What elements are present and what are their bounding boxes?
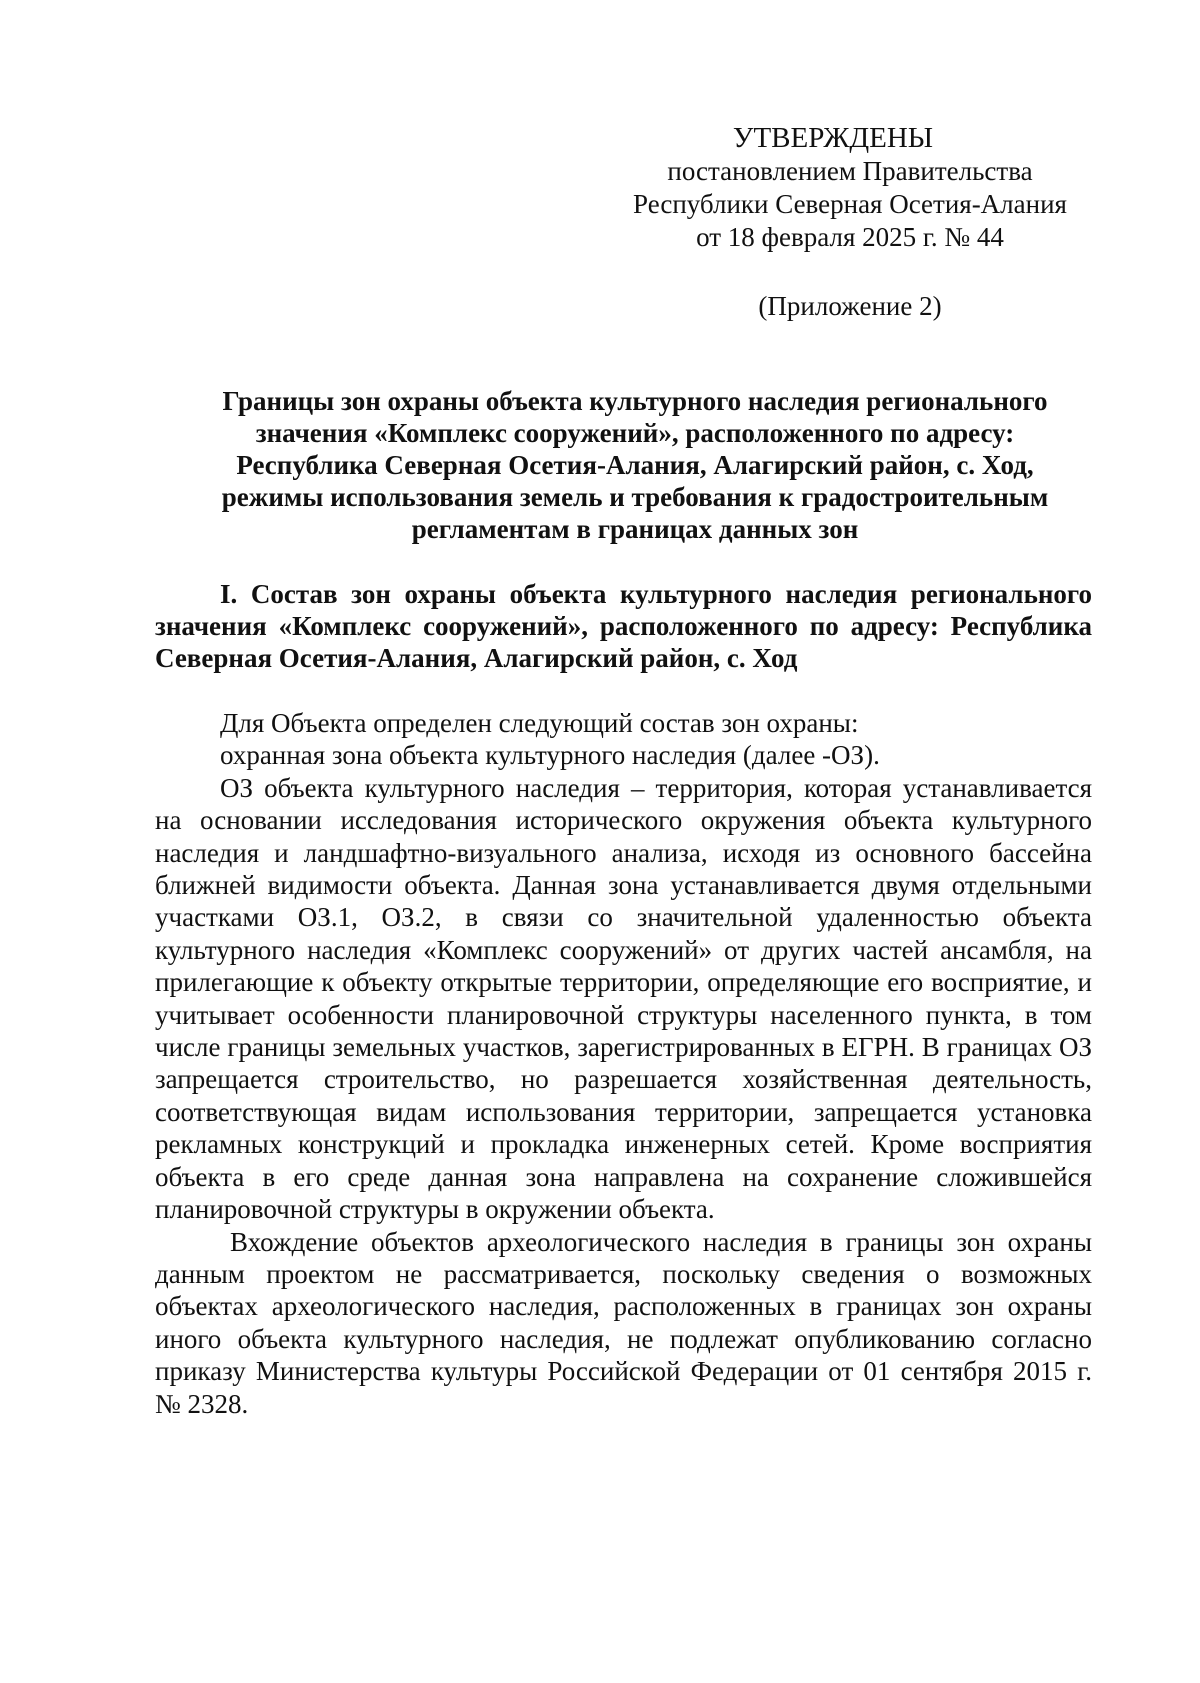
document-title-line-2: значения «Комплекс сооружений», расположенного по адресу:: [255, 418, 1015, 448]
section-heading: I. Состав зон охраны объекта культурного наследия регионального значения «Комплекс сооружений», расположенного по адресу: Республика Северная Осетия-Алания, Алагирский район, с. Ход: [155, 579, 1092, 673]
paragraph: Вхождение объектов археологического наследия в границы зон охраны данным проектом не рассматривается, поскольку сведения о возможных объектах археологического наследия, расположенных в границах зон охраны иного объекта культурного наследия, не подлежат опубликованию согласно приказу Министерства культуры Российской Федерации от 01 сентября 2015 г. № 2328.: [155, 1226, 1092, 1419]
paragraph: Для Объекта определен следующий состав зон охраны:: [220, 708, 859, 738]
document-title-line-5: регламентам в границах данных зон: [411, 514, 859, 544]
document-title-line-1: Границы зон охраны объекта культурного наследия регионального: [222, 386, 1048, 416]
document-title-line-3: Республика Северная Осетия-Алания, Алагирский район, с. Ход,: [236, 450, 1034, 480]
approval-line-2: Республики Северная Осетия-Алания: [633, 189, 1067, 219]
approval-block: [600, 122, 1100, 254]
approval-heading: УТВЕРЖДЕНЫ: [732, 122, 934, 154]
appendix-label: (Приложение 2): [758, 291, 942, 321]
approval-line-3: от 18 февраля 2025 г. № 44: [696, 222, 1004, 252]
paragraph: ОЗ объекта культурного наследия – территория, которая устанавливается на основании исследования исторического окружения объекта культурного наследия и ландшафтно-визуального анализа, исходя из основного бассейна ближней видимости объекта. Данная зона устанавливается двумя отдельными участками ОЗ.1, ОЗ.2, в связи со значительной удаленностью объекта культурного наследия «Комплекс сооружений» от других частей ансамбля, на прилегающие к объекту открытые территории, определяющие его восприятие, и учитывает особенности планировочной структуры населенного пункта, в том числе границы земельных участков, зарегистрированных в ЕГРН. В границах ОЗ запрещается строительство, но разрешается хозяйственная деятельность, соответствующая видам использования территории, запрещается установка рекламных конструкций и прокладка инженерных сетей. Кроме восприятия объекта в его среде данная зона направлена на сохранение сложившейся планировочной структуры в окружении объекта.: [155, 772, 1092, 1225]
paragraph: охранная зона объекта культурного наследия (далее -ОЗ).: [220, 740, 880, 771]
document-title: [155, 385, 1115, 545]
approval-line-1: постановлением Правительства: [667, 156, 1033, 186]
document-title-line-4: режимы использования земель и требования к градостроительным: [221, 482, 1049, 512]
section-body: [155, 707, 1092, 1420]
